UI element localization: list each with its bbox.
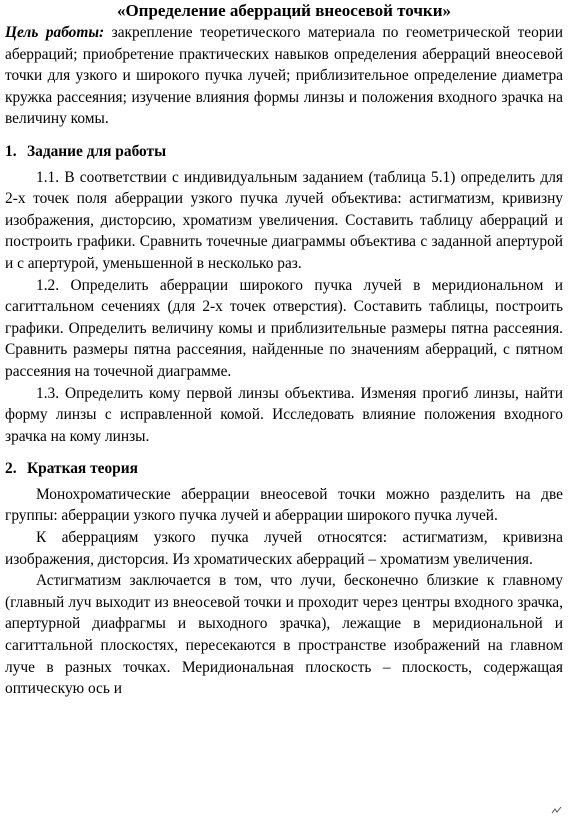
theory-paragraph-2: К аберрациям узкого пучка лучей относятся: астигматизм, кривизна изображения, дисторсия. Из хроматических аберраций – хроматизм увеличения. [5, 529, 563, 568]
task-item-text: В соответствии с индивидуальным заданием (таблица 5.1) определить для 2-х точек поля аберрации узкого пучка лучей объектива: астигматизм, кривизну изображения, дисторсию, хроматизм увеличения. Составить таблицу аберраций и построить графики. Сравнить точечные диаграммы объектива с заданной апертурой и с апертурой, уменьшенной в несколько раз. [5, 168, 563, 272]
goal-label: Цель работы: [5, 24, 105, 41]
section-1-heading [5, 141, 563, 163]
section-2-number: 2. [5, 460, 17, 478]
theory-paragraph-1: Монохроматические аберрации внеосевой точки можно разделить на две группы: аберрации узкого пучка лучей и аберрации широкого пучка лучей. [5, 485, 563, 525]
section-2-heading [5, 458, 563, 480]
section-1-title: Задание для работы [27, 142, 167, 160]
corner-mark-icon [551, 805, 563, 815]
task-item-number: 1.2. [36, 276, 60, 294]
section-1-number: 1. [5, 142, 17, 160]
task-item-1-2 [5, 275, 563, 383]
task-item-1-1 [5, 167, 563, 275]
task-item-number: 1.3. [36, 384, 60, 402]
goal-paragraph [5, 22, 563, 130]
task-item-number: 1.1. [36, 168, 60, 186]
document-title: «Определение аберраций внеосевой точки» [116, 1, 452, 20]
task-item-1-3 [5, 383, 563, 448]
section-2-title: Краткая теория [27, 460, 138, 478]
theory-paragraph-3: Астигматизм заключается в том, что лучи, бесконечно близкие к главному (главный луч выходит из внеосевой точки и проходит через центры входного зрачка, апертурной диафрагмы и выходного зрачка), лежащие в меридиональной и сагиттальной плоскостях, пересекаются в пространстве изображений на главном луче в разных точках. Меридиональная плоскость – плоскость, содержащая оптическую ось и [5, 572, 563, 698]
task-item-text: Определить аберрации широкого пучка лучей в меридиональном и сагиттальном сечениях (для 2-х точек отверстия). Составить таблицы, построить графики. Определить величину комы и приблизительные размеры пятна рассеяния. Сравнить размеры пятна рассеяния, найденные по значениям аберраций, с пятном рассеяния на точечной диаграмме. [5, 276, 563, 380]
task-item-text: Определить кому первой линзы объектива. Изменяя прогиб линзы, найти форму линзы с исправленной комой. Исследовать влияние положения входного зрачка на кому линзы. [5, 384, 563, 445]
goal-text: закрепление теоретического материала по геометрической теории аберраций; приобретение практических навыков определения аберраций внеосевой точки для узкого и широкого пучка лучей; приблизительное определение диаметра кружка рассеяния; изучение влияния формы линзы и положения входного зрачка на величину комы. [5, 24, 563, 128]
